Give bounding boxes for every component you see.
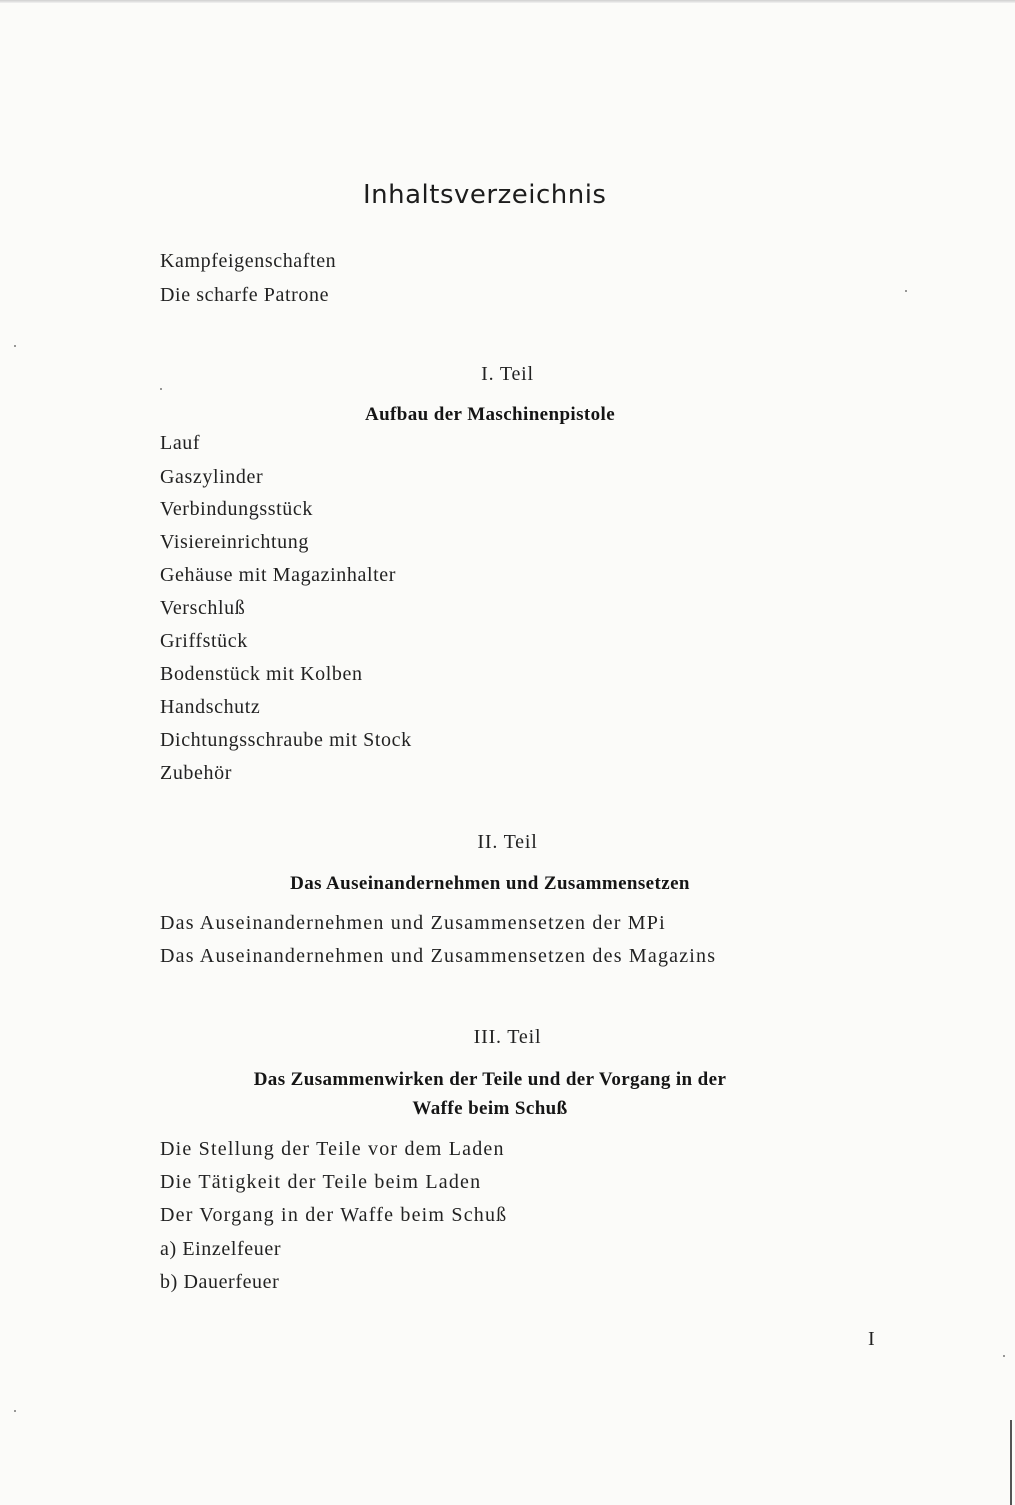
toc-entry: Lauf <box>160 432 201 454</box>
scan-speck <box>1003 1355 1005 1357</box>
toc-entry: Bodenstück mit Kolben <box>160 663 363 685</box>
toc-entry: Die Stellung der Teile vor dem Laden <box>160 1138 505 1160</box>
toc-entry: Das Auseinandernehmen und Zusammensetzen der MPi <box>160 912 666 934</box>
toc-entry: Griffstück <box>160 630 248 652</box>
part-heading-line: Das Zusammenwirken der Teile und der Vorgang in der <box>253 1069 727 1090</box>
toc-entry: Zubehör <box>160 762 232 784</box>
toc-entry: Visiereinrichtung <box>160 531 309 553</box>
page-number: I <box>868 1328 875 1350</box>
part-heading-line: Waffe beim Schuß <box>412 1098 568 1119</box>
part-label: III. Teil <box>473 1026 542 1048</box>
scan-edge-line <box>1010 1420 1012 1505</box>
toc-entry: Die Tätigkeit der Teile beim Laden <box>160 1171 482 1193</box>
page-top-edge <box>0 0 1015 3</box>
toc-entry: a) Einzelfeuer <box>160 1238 282 1260</box>
scan-speck <box>14 1410 16 1412</box>
toc-entry: Gaszylinder <box>160 466 264 488</box>
toc-entry: Kampfeigenschaften <box>160 250 337 272</box>
part-heading <box>160 1065 820 1123</box>
toc-entry: Dichtungsschraube mit Stock <box>160 729 412 751</box>
scan-speck <box>14 345 16 347</box>
toc-entry: Die scharfe Patrone <box>160 284 330 306</box>
part-label: II. Teil <box>477 831 538 853</box>
toc-entry: b) Dauerfeuer <box>160 1271 280 1293</box>
scan-speck <box>905 290 907 292</box>
part-heading: Das Auseinandernehmen und Zusammensetzen <box>290 873 690 894</box>
page-title: Inhaltsverzeichnis <box>363 180 607 210</box>
toc-entry: Gehäuse mit Magazinhalter <box>160 564 397 586</box>
toc-entry: Der Vorgang in der Waffe beim Schuß <box>160 1204 508 1226</box>
toc-entry: Das Auseinandernehmen und Zusammensetzen des Magazins <box>160 945 717 967</box>
toc-entry: Verschluß <box>160 597 246 619</box>
part-heading: Aufbau der Maschinenpistole <box>364 404 616 425</box>
scan-speck <box>160 388 162 390</box>
toc-entry: Verbindungsstück <box>160 498 313 520</box>
toc-entry: Handschutz <box>160 696 261 718</box>
part-label: I. Teil <box>481 363 534 385</box>
